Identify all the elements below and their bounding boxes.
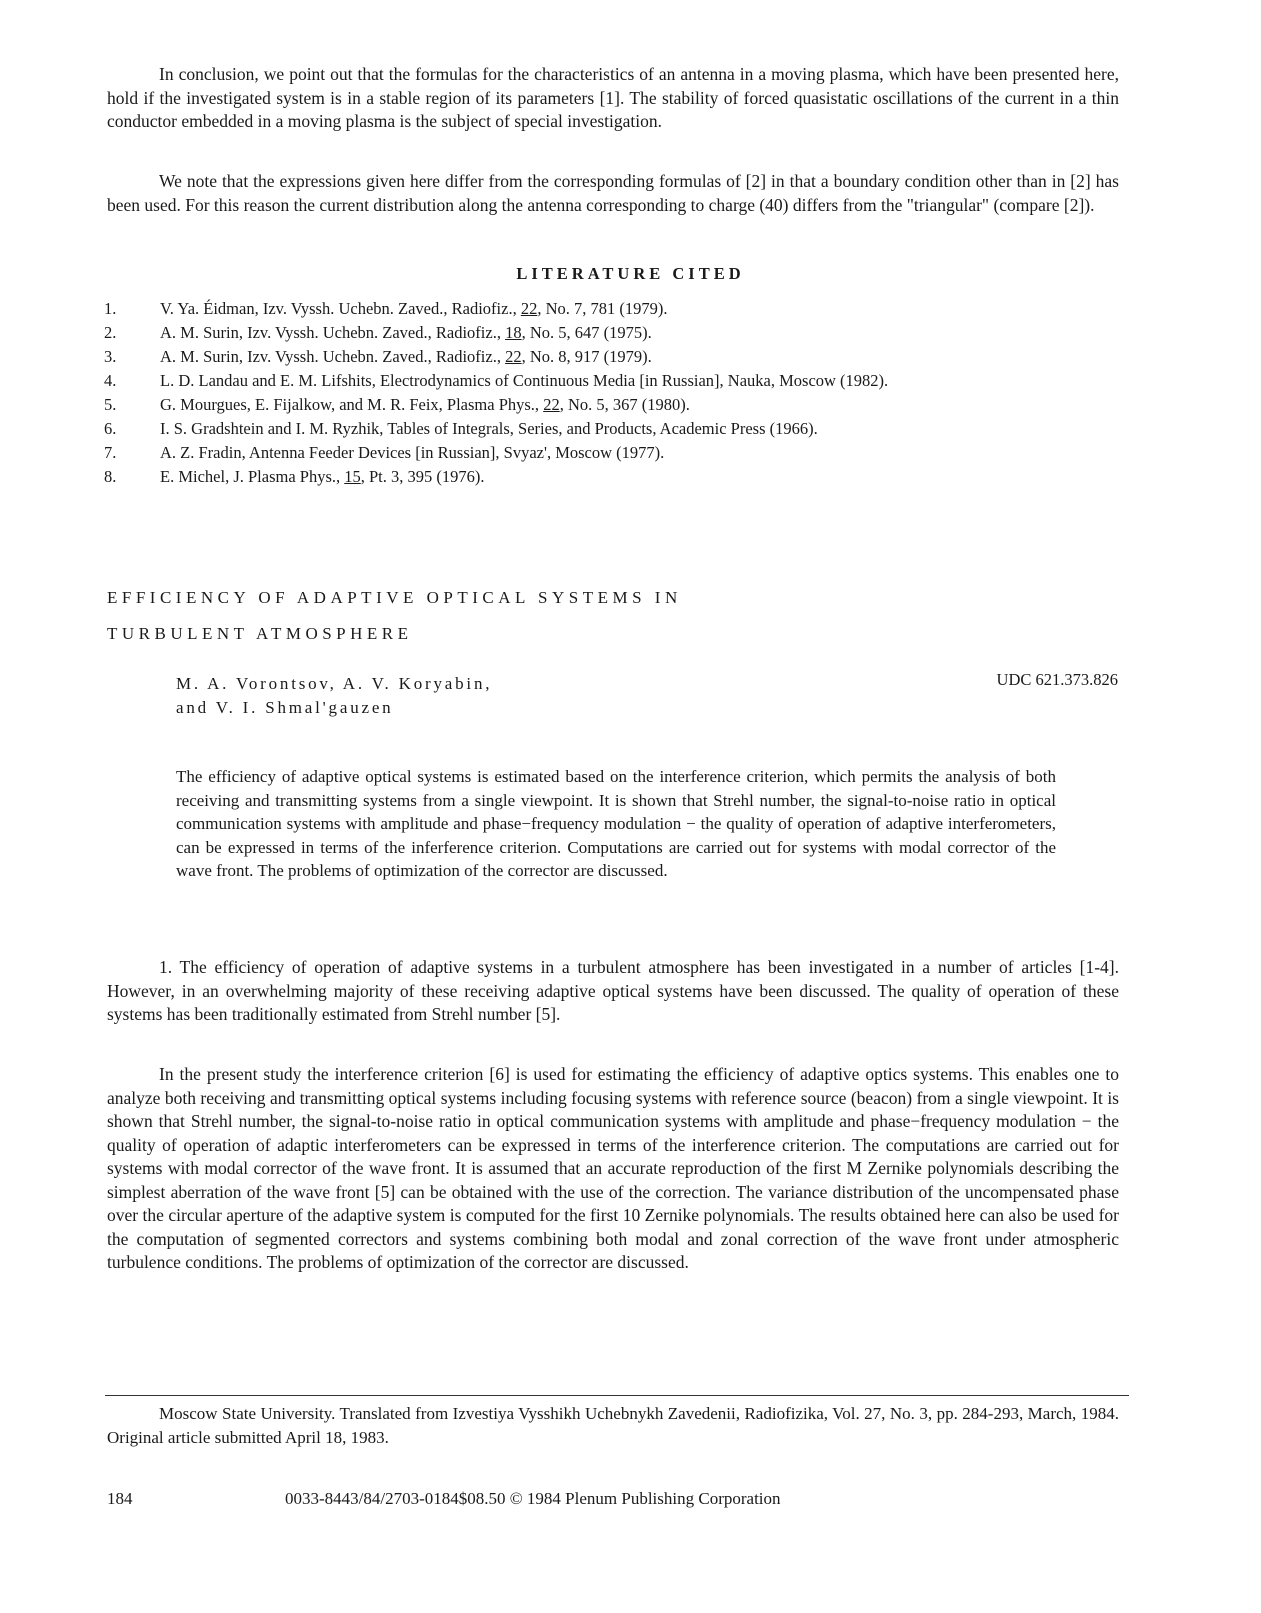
- abstract: The efficiency of adaptive optical systems is estimated based on the interference criterion, which permits the analysis of both receiving and transmitting systems from a single viewpoint. It is shown that Strehl number, the signal-to-noise ratio in optical communication systems with amplitude and phase−frequency modulation − the quality of operation of adaptive interferometers, can be expressed in terms of the inferference criterion. Computations are carried out for systems with modal corrector of the wave front. The problems of optimization of the corrector are discussed.: [176, 767, 1056, 880]
- body-paragraph-1: 1. The efficiency of operation of adaptive systems in a turbulent atmosphere has been investigated in a number of articles [1-4]. However, in an overwhelming majority of these receiving adaptive optical systems have been discussed. The quality of operation of these systems has been traditionally estimated from Strehl number [5].: [107, 957, 1119, 1024]
- intro-paragraph-1: In conclusion, we point out that the formulas for the characteristics of an antenna in a moving plasma, which have been presented here, hold if the investigated system is in a stable region of its parameters [1]. The stability of forced quasistatic oscillations of the current in a thin conductor embedded in a moving plasma is the subject of special investigation.: [107, 64, 1119, 131]
- reference-item: 2. A. M. Surin, Izv. Vyssh. Uchebn. Zaved., Radiofiz., 18, No. 5, 647 (1975).: [104, 323, 652, 342]
- reference-item: 6. I. S. Gradshtein and I. M. Ryzhik, Tables of Integrals, Series, and Products, Academic Press (1966).: [104, 419, 818, 438]
- intro-paragraph-2: We note that the expressions given here differ from the corresponding formulas of [2] in that a boundary condition other than in [2] has been used. For this reason the current distribution along the antenna corresponding to charge (40) differs from the "triangular" (compare [2]).: [107, 171, 1119, 215]
- reference-item: 4. L. D. Landau and E. M. Lifshits, Electrodynamics of Continuous Media [in Russian], Nauka, Moscow (1982).: [104, 371, 889, 390]
- publisher-code: 0033-8443/84/2703-0184$08.50 © 1984 Plenum Publishing Corporation: [285, 1489, 781, 1508]
- page-number: 184: [107, 1489, 133, 1508]
- article-authors: [176, 672, 492, 720]
- reference-item: 3. A. M. Surin, Izv. Vyssh. Uchebn. Zaved., Radiofiz., 22, No. 8, 917 (1979).: [104, 347, 652, 366]
- body-paragraph-2: In the present study the interference criterion [6] is used for estimating the efficiency of adaptive optics systems. This enables one to analyze both receiving and transmitting optical systems including focusing systems with reference source (beacon) from a single viewpoint. It is shown that Strehl number, the signal-to-noise ratio in optical communication systems with amplitude and phase−frequency modulation − the quality of operation of adaptic interferometers can be expressed in terms of the interference criterion. The computations are carried out for systems with modal corrector of the wave front. It is assumed that an accurate reproduction of the first M Zernike polynomials describing the simplest aberration of the wave front [5] can be obtained with the use of the correction. The variance distribution of the uncompensated phase over the circular aperture of the adaptive system is computed for the first 10 Zernike polynomials. The results obtained here can also be used for the computation of segmented correctors and systems combining both modal and zonal correction of the wave front under atmospheric turbulence conditions. The problems of optimization of the corrector are discussed.: [107, 1064, 1119, 1272]
- footnote: Moscow State University. Translated from Izvestiya Vysshikh Uchebnykh Zavedenii, Radiofizika, Vol. 27, No. 3, pp. 284-293, March, 1984. Original article submitted April 18, 1983.: [107, 1404, 1119, 1447]
- udc-code: UDC 621.373.826: [996, 670, 1118, 689]
- authors-line-2: and V. I. Shmal'gauzen: [176, 698, 394, 717]
- authors-line-1: M. A. Vorontsov, A. V. Koryabin,: [176, 674, 493, 693]
- article-title-line-2: TURBULENT ATMOSPHERE: [107, 624, 413, 643]
- reference-item: 8. E. Michel, J. Plasma Phys., 15, Pt. 3, 395 (1976).: [104, 467, 485, 486]
- footnote-divider: [105, 1395, 1129, 1396]
- reference-list: [104, 297, 1119, 489]
- reference-item: 7. A. Z. Fradin, Antenna Feeder Devices [in Russian], Svyaz', Moscow (1977).: [104, 443, 665, 462]
- article-title-line-1: EFFICIENCY OF ADAPTIVE OPTICAL SYSTEMS IN: [107, 588, 682, 607]
- literature-heading: LITERATURE CITED: [516, 264, 745, 283]
- reference-item: 1. V. Ya. Éidman, Izv. Vyssh. Uchebn. Zaved., Radiofiz., 22, No. 7, 781 (1979).: [104, 299, 668, 318]
- reference-item: 5. G. Mourgues, E. Fijalkow, and M. R. Feix, Plasma Phys., 22, No. 5, 367 (1980).: [104, 395, 690, 414]
